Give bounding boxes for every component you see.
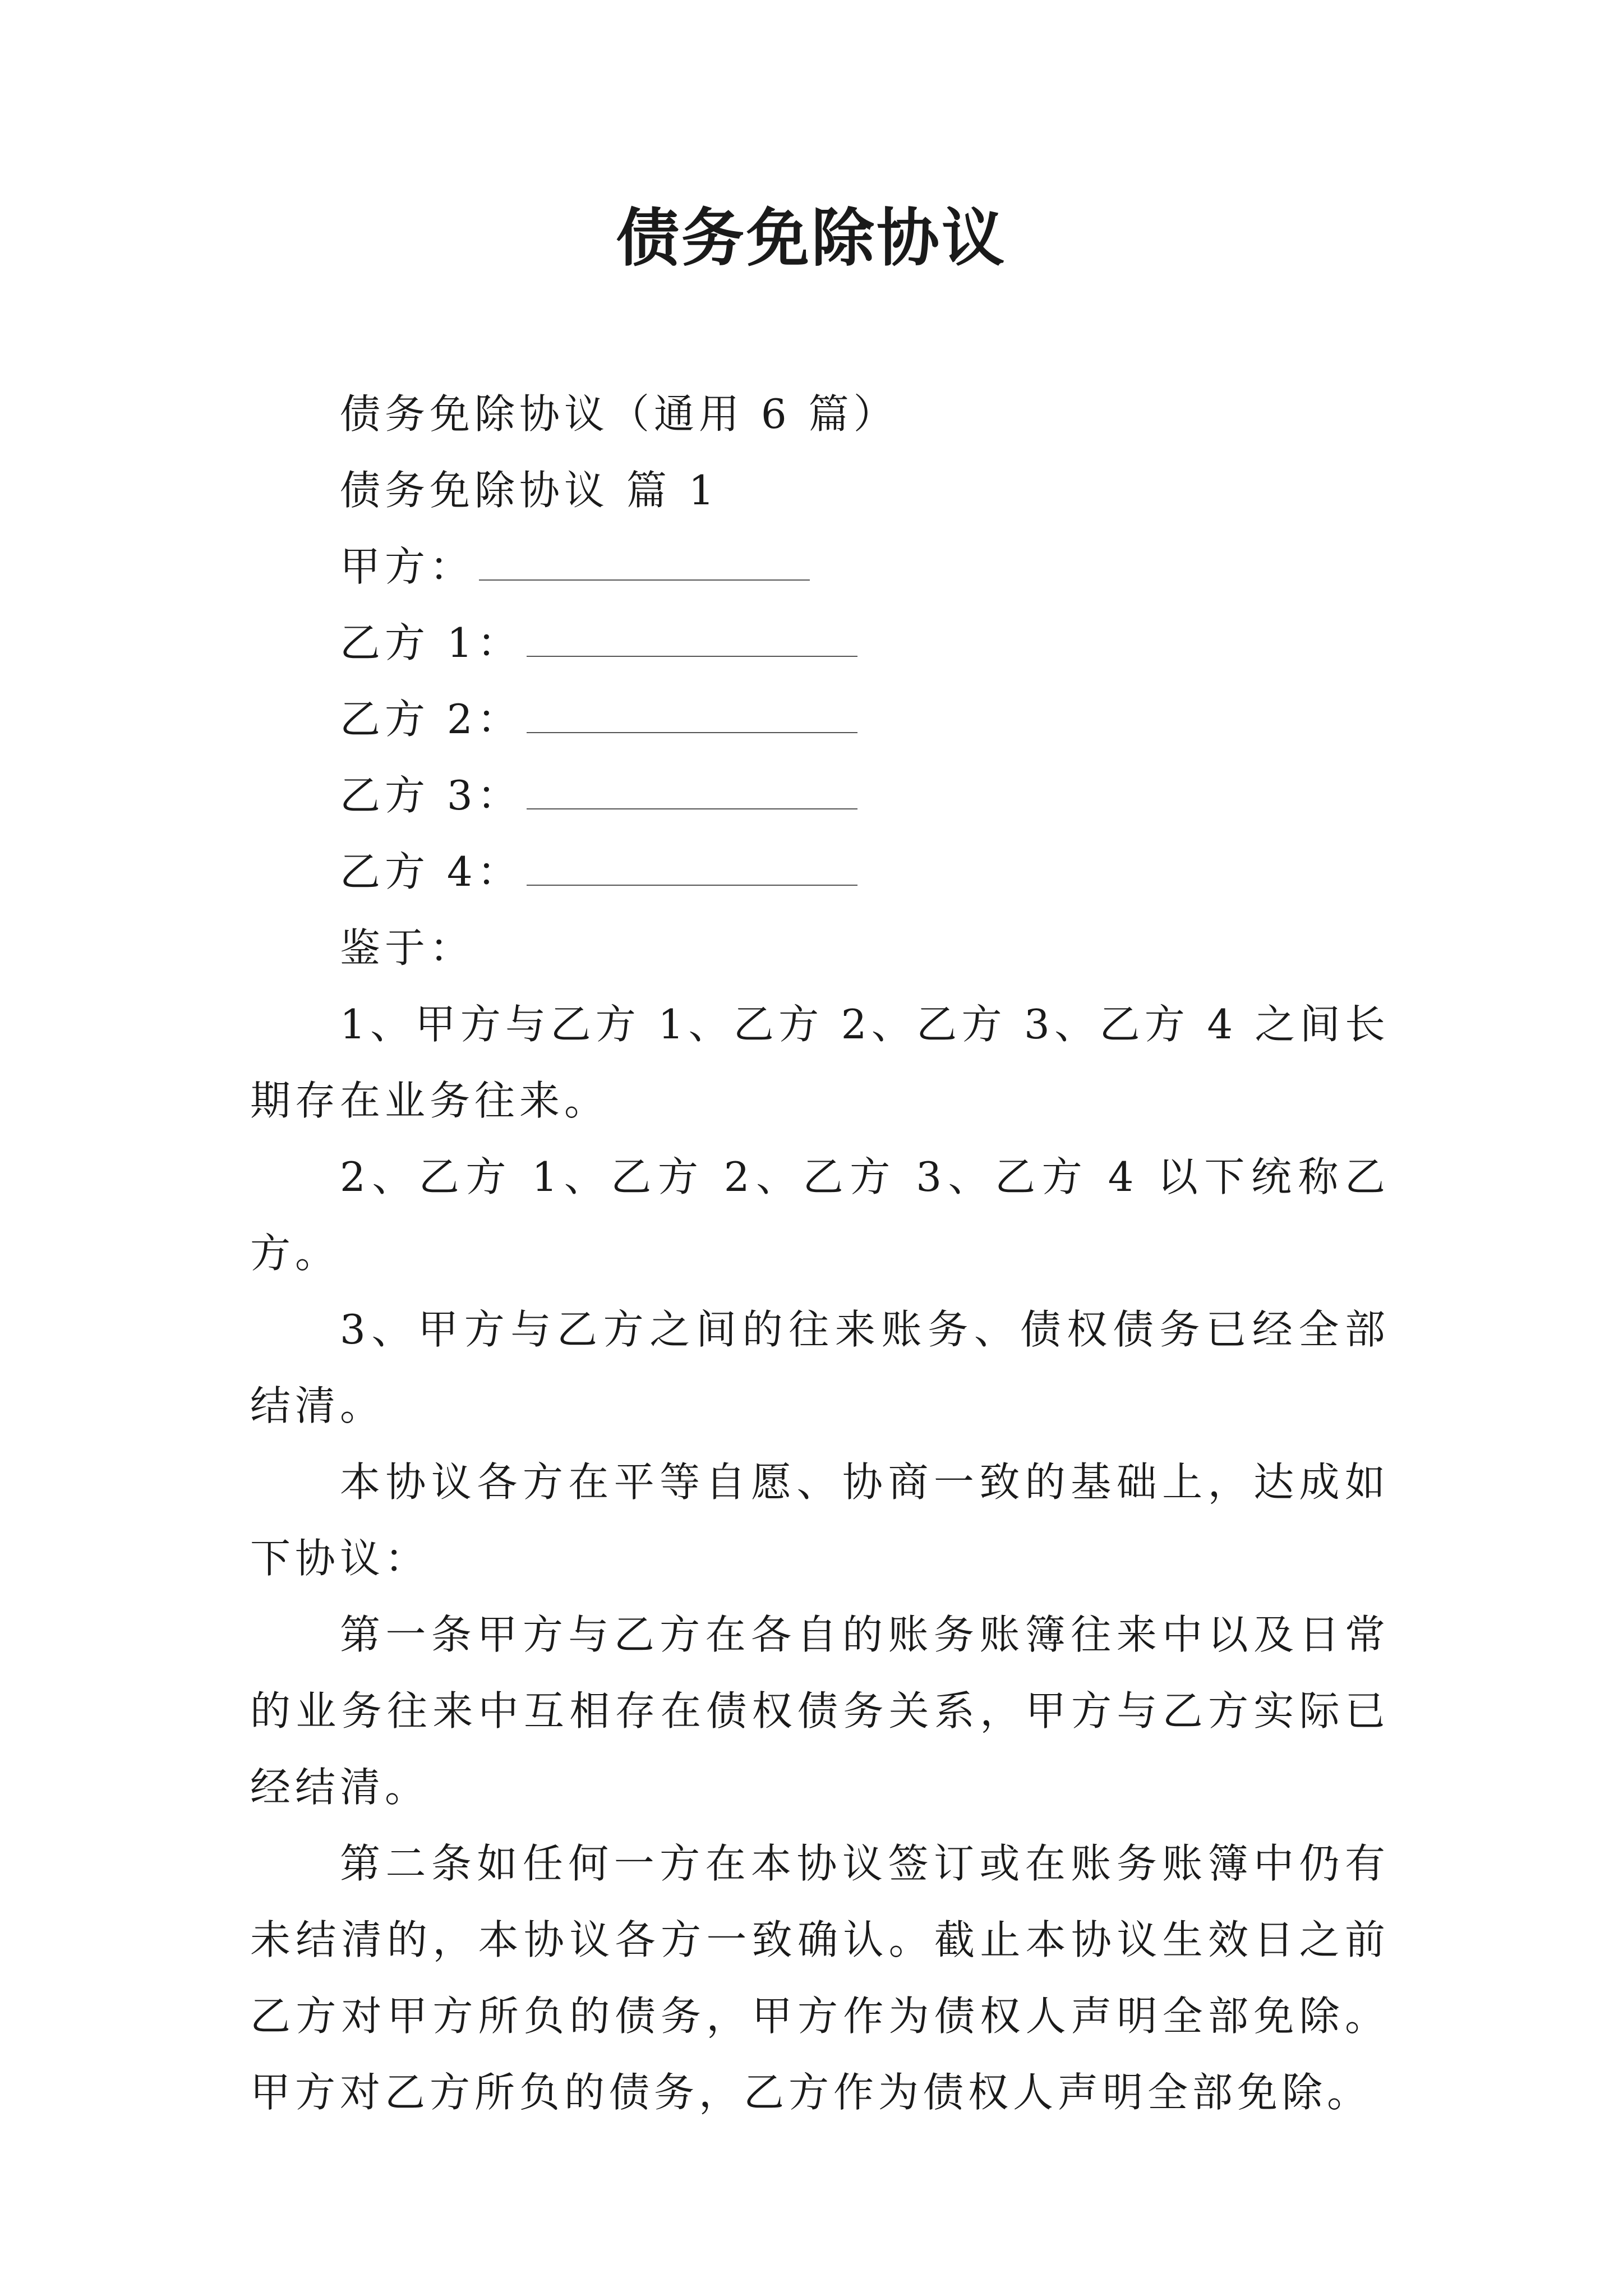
paragraph: 2、乙方 1、乙方 2、乙方 3、乙方 4 以下统称乙方。 xyxy=(250,1153,1390,1277)
paragraph: 3、甲方与乙方之间的往来账务、债权债务已经全部结清。 xyxy=(250,1306,1390,1429)
paragraph: 第二条如任何一方在本协议签订或在账务账簿中仍有未结清的，本协议各方一致确认。截止本协议生效日之前乙方对甲方所负的债务，甲方作为债权人声明全部免除。甲方对乙方所负的债务，乙方作为债权人声明全部免除。 xyxy=(250,1840,1390,2116)
party-label: 乙方 4： xyxy=(340,848,522,895)
document-subtitle: 债务免除协议（通用 6 篇） xyxy=(340,390,898,438)
document-body xyxy=(250,376,1390,2131)
paragraph: 第一条甲方与乙方在各自的账务账簿往来中以及日常的业务往来中互相存在债权债务关系，甲方与乙方实际已经结清。 xyxy=(250,1611,1390,1811)
party-line-b3 xyxy=(250,757,1390,834)
party-label: 甲方： xyxy=(340,543,475,590)
party-label: 乙方 2： xyxy=(340,696,522,743)
party-line-b1 xyxy=(250,605,1390,681)
whereas-label: 鉴于： xyxy=(340,924,475,972)
party-blank-field[interactable] xyxy=(527,622,857,657)
party-blank-field[interactable] xyxy=(479,546,810,581)
document-title: 债务免除协议 xyxy=(616,201,1007,275)
party-line-b4 xyxy=(250,834,1390,910)
section-heading: 债务免除协议 篇 1 xyxy=(340,467,719,514)
paragraph: 1、甲方与乙方 1、乙方 2、乙方 3、乙方 4 之间长期存在业务往来。 xyxy=(250,1001,1390,1124)
party-label: 乙方 3： xyxy=(340,772,522,819)
party-blank-field[interactable] xyxy=(527,851,857,886)
party-blank-field[interactable] xyxy=(527,775,857,809)
party-line-b2 xyxy=(250,681,1390,757)
party-line-a xyxy=(250,528,1390,605)
paragraph: 本协议各方在平等自愿、协商一致的基础上，达成如下协议： xyxy=(250,1458,1390,1582)
party-label: 乙方 1： xyxy=(340,619,522,666)
party-blank-field[interactable] xyxy=(527,698,857,733)
